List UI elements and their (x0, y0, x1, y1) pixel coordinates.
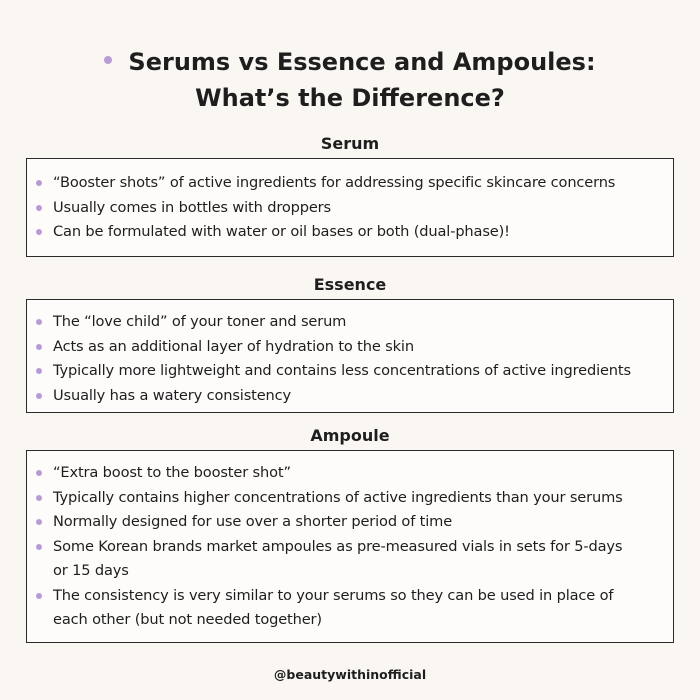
bullet-dot-icon (36, 180, 42, 186)
social-handle: @beautywithinofficial (273, 667, 427, 682)
serum-list (27, 171, 673, 245)
list-item: The consistency is very similar to your serums so they can be used in place of each other (but not needed together) (27, 584, 673, 633)
page-title (0, 44, 700, 116)
section-box-essence (26, 299, 674, 413)
list-item: Usually has a watery consistency (27, 384, 673, 409)
bullet-dot-icon (36, 368, 42, 374)
section-heading-ampoule: Ampoule (310, 426, 390, 445)
bullet-dot-icon (36, 495, 42, 501)
title-line-1 (0, 44, 700, 80)
bullet-dot-icon (36, 319, 42, 325)
section-heading-serum: Serum (320, 134, 380, 153)
section-heading-essence: Essence (313, 275, 387, 294)
bullet-dot-icon (36, 470, 42, 476)
list-item: The “love child” of your toner and serum (27, 310, 673, 335)
bullet-dot-icon (36, 519, 42, 525)
list-item: “Booster shots” of active ingredients for addressing specific skincare concerns (27, 171, 673, 196)
list-item: Acts as an additional layer of hydration to the skin (27, 335, 673, 360)
bullet-dot-icon (36, 344, 42, 350)
list-item: Typically contains higher concentrations of active ingredients than your serums (27, 486, 673, 511)
list-item: Usually comes in bottles with droppers (27, 196, 673, 221)
essence-list (27, 310, 673, 408)
ampoule-list (27, 461, 673, 633)
list-item: Normally designed for use over a shorter period of time (27, 510, 673, 535)
section-box-serum (26, 158, 674, 257)
section-box-ampoule (26, 450, 674, 643)
list-item: Some Korean brands market ampoules as pre-measured vials in sets for 5-days or 15 days (27, 535, 673, 584)
bullet-dot-icon (104, 56, 112, 64)
bullet-dot-icon (36, 229, 42, 235)
bullet-dot-icon (36, 393, 42, 399)
title-line-2: What’s the Difference? (195, 84, 505, 112)
bullet-dot-icon (36, 205, 42, 211)
list-item: Can be formulated with water or oil bases or both (dual-phase)! (27, 220, 673, 245)
bullet-dot-icon (36, 544, 42, 550)
title-line-1-text: Serums vs Essence and Ampoules: (128, 48, 596, 76)
list-item: Typically more lightweight and contains less concentrations of active ingredients (27, 359, 673, 384)
list-item: “Extra boost to the booster shot” (27, 461, 673, 486)
bullet-dot-icon (36, 593, 42, 599)
